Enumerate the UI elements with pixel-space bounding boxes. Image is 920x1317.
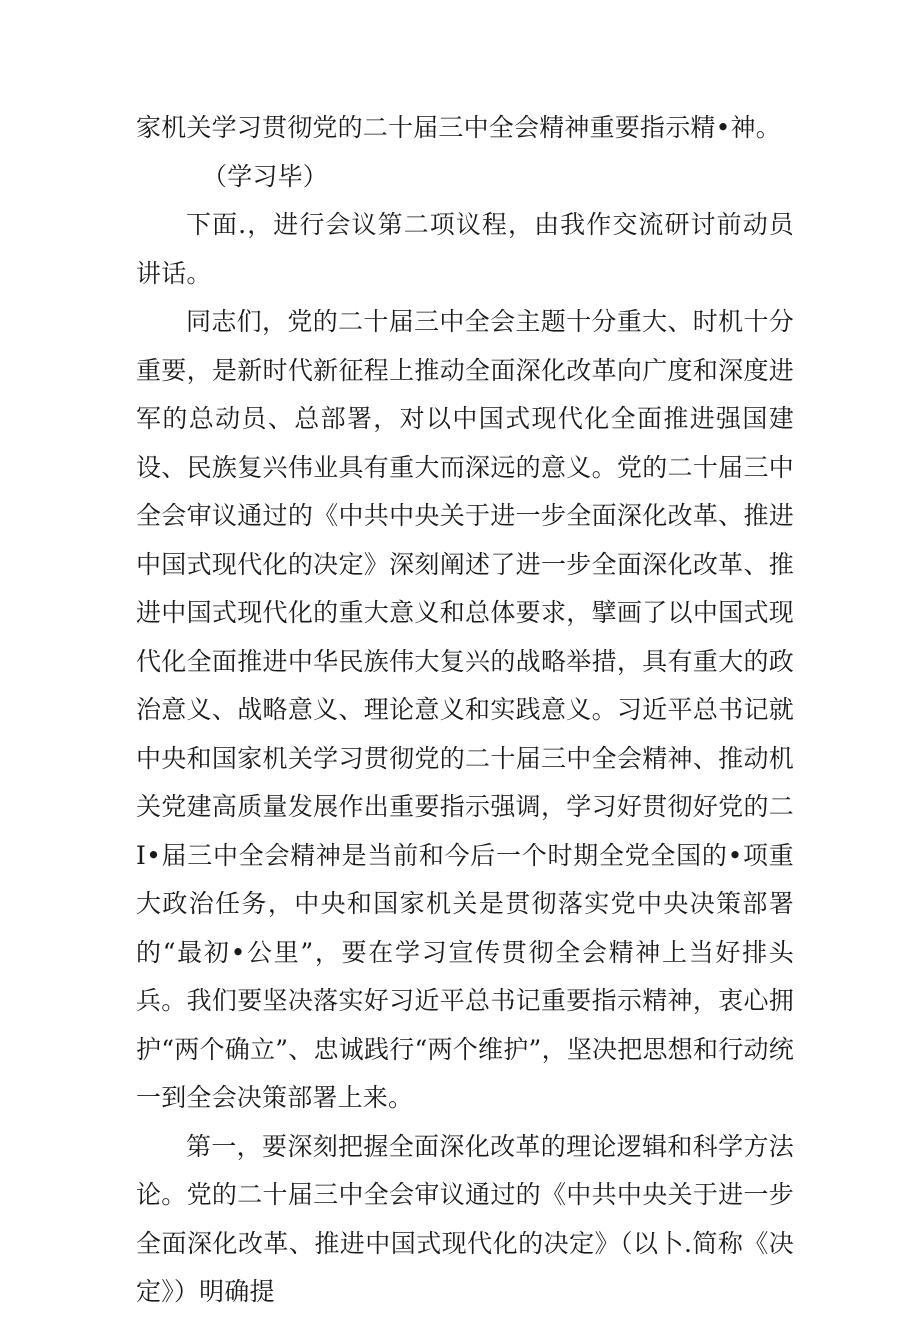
paragraph-continued: 家机关学习贯彻党的二十届三中全会精神重要指示精•神。 bbox=[136, 113, 781, 142]
paragraph-first-point: 第一，要深刻把握全面深化改革的理论逻辑和科学方法论。党的二十届三中全会审议通过的《中共中央关于进一步全面深化改革、推进中国式现代化的决定》（以卜.简称《决定》）明确提 bbox=[136, 1131, 794, 1306]
document-body bbox=[136, 104, 794, 1317]
paragraph-speech-intro: 同志们，党的二十届三中全会主题十分重大、时机十分重要，是新时代新征程上推动全面深化改革向广度和深度进军的总动员、总部署，对以中国式现代化全面推进强国建设、民族复兴伟业具有重大而深远的意义。党的二十届三中全会审议通过的《中共中央关于进一步全面深化改革、推进中国式现代化的决定》深刻阐述了进一步全面深化改革、推进中国式现代化的重大意义和总体要求，擘画了以中国式现代化全面推进中华民族伟大复兴的战略举措，具有重大的政治意义、战略意义、理论意义和实践意义。习近平总书记就中央和国家机关学习贯彻党的二十届三中全会精神、推动机关党建高质量发展作出重要指示强调，学习好贯彻好党的二I•届三中全会精神是当前和今后一个时期全党全国的•项重大政治任务，中央和国家机关是贯彻落实党中央决策部署的“最初•公里”，要在学习宣传贯彻全会精神上当好排头兵。我们要坚决落实好习近平总书记重要指示精神，衷心拥护“两个确立”、忠诚践行“两个维护”，坚决把思想和行动统一到全会决策部署上来。 bbox=[136, 307, 794, 1112]
paragraph-agenda: 下面.，进行会议第二项议程，由我作交流研讨前动员讲话。 bbox=[136, 210, 794, 288]
paragraph-study-end: （学习毕） bbox=[202, 161, 329, 191]
